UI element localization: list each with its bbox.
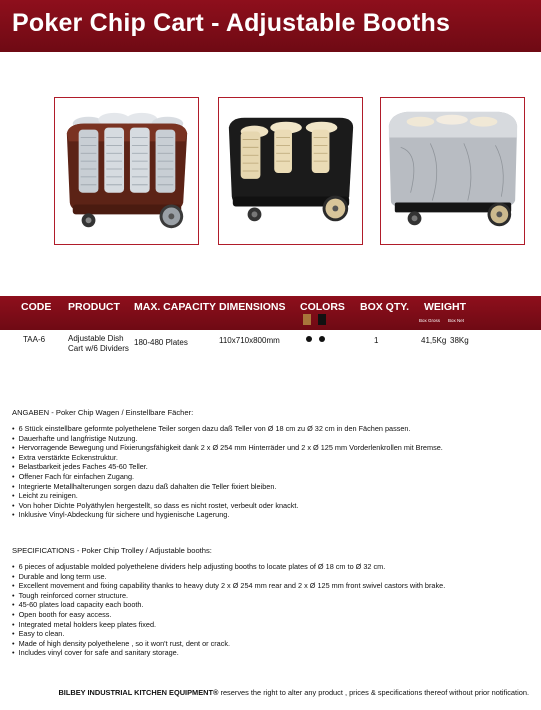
list-item: • Made of high density polyethelene , so it won't rust, dent or crack. [12,639,532,649]
weight-net-label: Box Net [448,318,465,323]
list-item: • Extra verstärkte Eckenstruktur. [12,453,532,463]
page-title: Poker Chip Cart - Adjustable Booths [12,9,451,37]
row-product-line2: Cart w/6 Dividers [68,344,129,353]
row-code: TAA-6 [23,335,46,344]
column-dimensions: DIMENSIONS [219,301,286,313]
footer-text: reserves the right to alter any product , prices & specifications thereof without prior notification. [218,688,529,697]
list-item: • Hervorragende Bewegung und Fixierungsfähigkeit dank 2 x Ø 254 mm Hinterräder und 2 x Ø 125 mm Vorderlenkrollen mit Bremse. [12,443,532,453]
black-cart-photo [218,97,363,245]
weight-gross-label: Box Gross [419,318,441,323]
list-item: • Belastbarkeit jedes Faches 45-60 Teller. [12,462,532,472]
page-header [0,0,541,52]
list-item: • Includes vinyl cover for safe and sanitary storage. [12,648,532,658]
footer-brand: BILBEY INDUSTRIAL KITCHEN EQUIPMENT® [58,688,219,697]
row-dimensions: 110x710x800mm [219,336,280,345]
english-specifications [12,546,532,658]
row-capacity: 180-480 Plates [134,338,188,347]
english-spec-title: SPECIFICATIONS - Poker Chip Trolley / Adjustable booths: [12,546,212,555]
row-weight-gross: 41,5Kg [421,336,447,345]
english-spec-list [12,562,532,658]
list-item: • 6 pieces of adjustable molded polyethelene dividers help adjusting booths to locate plates of Ø 18 cm to Ø 32 cm. [12,562,532,572]
footer-disclaimer [58,688,529,697]
column-code: CODE [21,301,52,313]
color-dot-black [319,336,325,342]
list-item: • 6 Stück einstellbare geformte polyethelene Teiler sorgen dazu daß Teller von Ø 18 cm zu Ø 32 cm in den Fächen passen. [12,424,532,434]
column-weight: WEIGHT [424,301,466,313]
german-specifications [12,408,532,520]
column-colors: COLORS [300,301,345,313]
color-dot-brown [306,336,312,342]
list-item: • Integrierte Metallhalterungen sorgen dazu daß dahalten die Teller fixiert bleiben. [12,482,532,492]
row-product-line1: Adjustable Dish [68,334,124,343]
list-item: • Easy to clean. [12,629,532,639]
list-item: • Von hoher Dichte Polyäthylen hergestellt, so dass es nicht rostet, verbeult oder knackt. [12,501,532,511]
color-swatch-brown [303,314,311,325]
list-item: • Open booth for easy access. [12,610,532,620]
spec-table-header [0,296,541,330]
brown-cart-photo [54,97,199,245]
column-capacity: MAX. CAPACITY [134,301,217,313]
row-weight-net: 38Kg [450,336,469,345]
covered-cart-photo [380,97,525,245]
list-item: • Tough reinforced corner structure. [12,591,532,601]
list-item: • Inklusive Vinyl-Abdeckung für sichere und hygienische Lagerung. [12,510,532,520]
column-box-qty: BOX QTY. [360,301,410,313]
list-item: • Leicht zu reinigen. [12,491,532,501]
row-box-qty: 1 [374,336,379,345]
list-item: • Integrated metal holders keep plates fixed. [12,620,532,630]
column-product: PRODUCT [68,301,120,313]
list-item: • Excellent movement and fixing capability thanks to heavy duty 2 x Ø 254 mm rear and 2 x Ø 125 mm front swivel castors with brake. [12,581,532,591]
list-item: • Durable and long term use. [12,572,532,582]
german-spec-title: ANGABEN - Poker Chip Wagen / Einstellbare Fächer: [12,408,194,417]
german-spec-list [12,424,532,520]
list-item: • 45-60 plates load capacity each booth. [12,600,532,610]
list-item: • Offener Fach für einfachen Zugang. [12,472,532,482]
list-item: • Dauerhafte und langfristige Nutzung. [12,434,532,444]
color-swatch-black [318,314,326,325]
